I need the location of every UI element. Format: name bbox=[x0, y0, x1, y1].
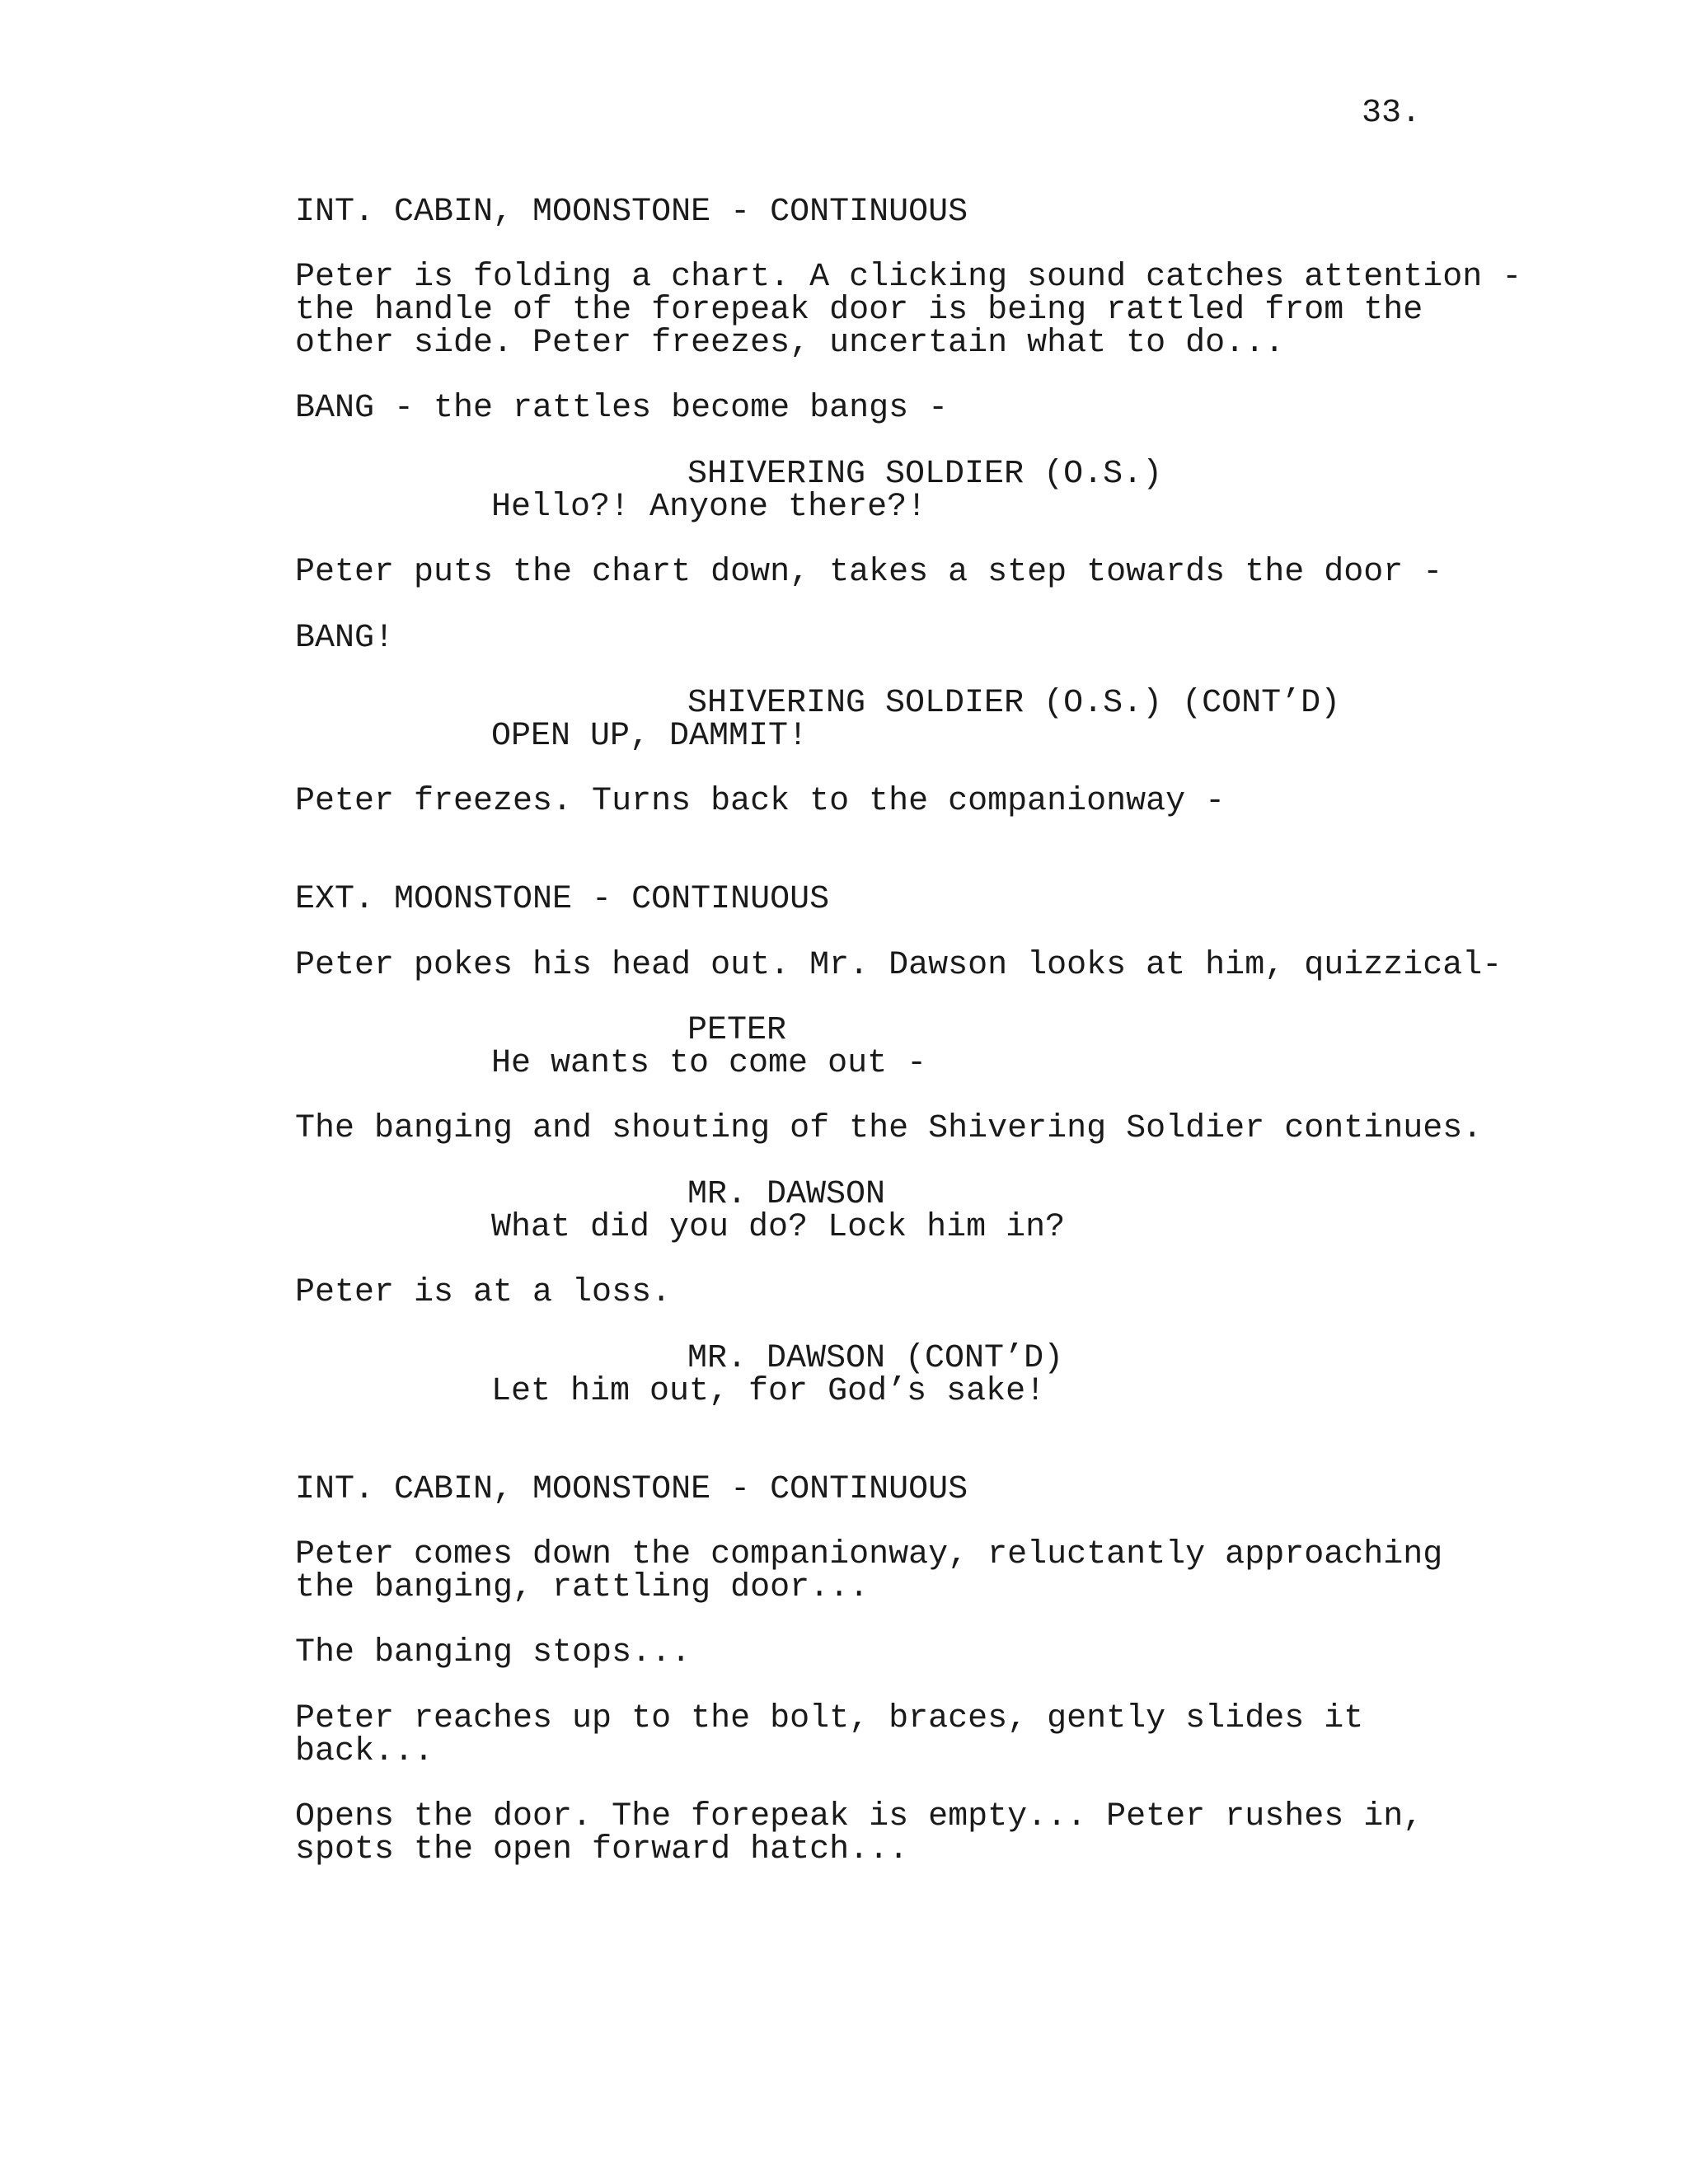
dialogue-line: Hello?! Anyone there?! bbox=[491, 489, 927, 526]
action-line: Peter pokes his head out. Mr. Dawson looks at him, quizzical- bbox=[295, 947, 1503, 984]
action-line: back... bbox=[295, 1733, 434, 1770]
action-line: BANG - the rattles become bangs - bbox=[295, 390, 949, 427]
scene-heading: INT. CABIN, MOONSTONE - CONTINUOUS bbox=[295, 194, 968, 231]
action-line: other side. Peter freezes, uncertain what to do... bbox=[295, 325, 1285, 362]
action-line: Peter puts the chart down, takes a step towards the door - bbox=[295, 554, 1443, 591]
action-line: Peter freezes. Turns back to the companionway - bbox=[295, 783, 1226, 820]
action-line: Opens the door. The forepeak is empty... Peter rushes in, bbox=[295, 1798, 1423, 1835]
action-line: Peter comes down the companionway, reluctantly approaching bbox=[295, 1536, 1443, 1573]
character-name: SHIVERING SOLDIER (O.S.) (CONT’D) bbox=[687, 685, 1341, 722]
character-name: PETER bbox=[687, 1012, 787, 1049]
action-line: spots the open forward hatch... bbox=[295, 1831, 909, 1868]
scene-heading: EXT. MOONSTONE - CONTINUOUS bbox=[295, 881, 830, 918]
dialogue-line: He wants to come out - bbox=[491, 1045, 927, 1082]
scene-heading: INT. CABIN, MOONSTONE - CONTINUOUS bbox=[295, 1471, 968, 1508]
page-number: 33. bbox=[1362, 95, 1422, 132]
action-line: The banging stops... bbox=[295, 1634, 692, 1671]
dialogue-line: Let him out, for God’s sake! bbox=[491, 1373, 1046, 1410]
character-name: SHIVERING SOLDIER (O.S.) bbox=[687, 456, 1163, 493]
action-line: the handle of the forepeak door is being rattled from the bbox=[295, 292, 1423, 329]
dialogue-line: OPEN UP, DAMMIT! bbox=[491, 718, 809, 755]
action-line: Peter is at a loss. bbox=[295, 1274, 672, 1311]
action-line: Peter is folding a chart. A clicking sound catches attention - bbox=[295, 259, 1522, 296]
dialogue-line: What did you do? Lock him in? bbox=[491, 1209, 1066, 1246]
character-name: MR. DAWSON bbox=[687, 1176, 886, 1213]
action-line: BANG! bbox=[295, 620, 395, 657]
action-line: the banging, rattling door... bbox=[295, 1569, 870, 1606]
character-name: MR. DAWSON (CONT’D) bbox=[687, 1340, 1064, 1377]
action-line: The banging and shouting of the Shivering Soldier continues. bbox=[295, 1110, 1483, 1147]
action-line: Peter reaches up to the bolt, braces, gently slides it bbox=[295, 1700, 1364, 1737]
